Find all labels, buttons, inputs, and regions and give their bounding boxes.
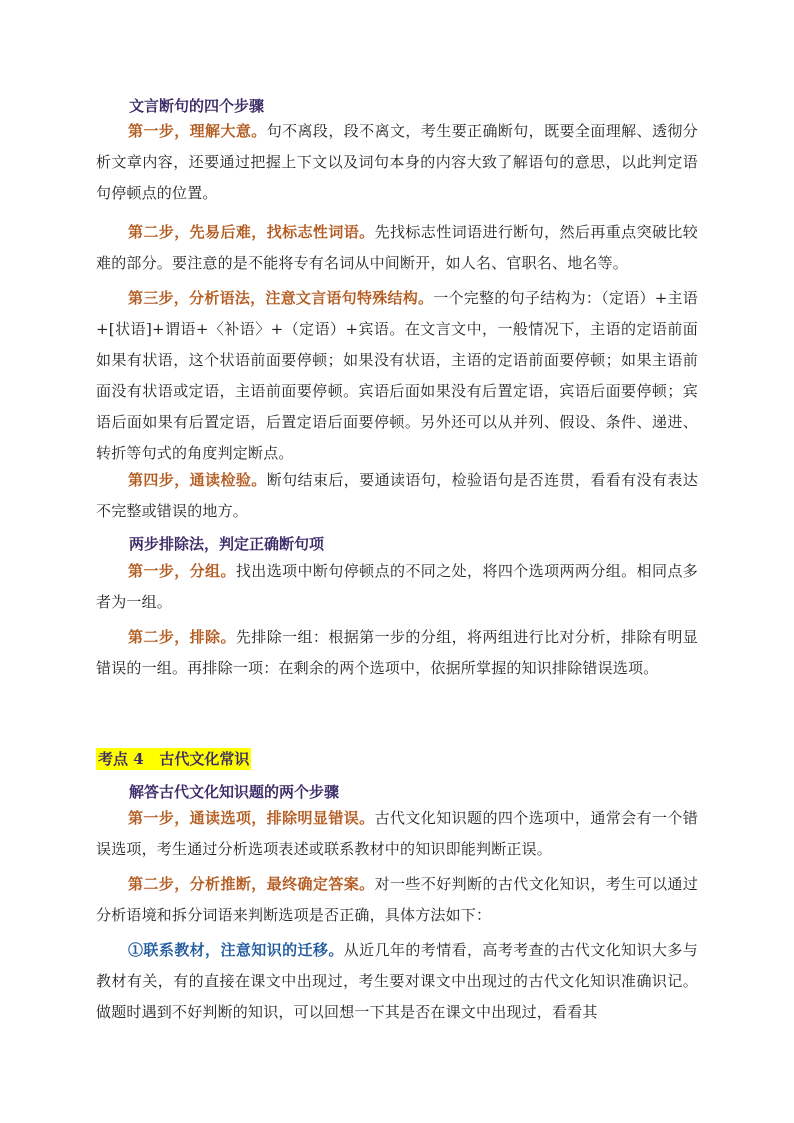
heading-ancient-culture-steps: 解答古代文化知识题的两个步骤	[129, 783, 340, 801]
paragraph-step1-understand	[96, 116, 698, 209]
step-lead: 第二步，分析推断，最终确定答案。	[128, 875, 375, 893]
paragraph-step4-check	[96, 465, 698, 527]
method-lead: ①联系教材，注意知识的迁移。	[128, 941, 344, 959]
paragraph-read-options	[96, 803, 698, 865]
step-text: 先找标志性词语进行断句，然后再重点突破比较难的部分。要注意的是不能将专有名词从中间断开，如人名、官职名、地名等。	[96, 223, 698, 272]
step-lead: 第三步，分析语法，注意文言语句特殊结构。	[128, 289, 434, 307]
step-text: 句不离段，段不离文，考生要正确断句，既要全面理解、透彻分析文章内容，还要通过把握上下文以及词句本身的内容大致了解语句的意思，以此判定语句停顿点的位置。	[96, 122, 698, 202]
paragraph-analyze-infer	[96, 869, 698, 931]
heading-four-steps: 文言断句的四个步骤	[129, 97, 265, 115]
step-lead: 第一步，通读选项，排除明显错误。	[128, 809, 375, 827]
step-text: 对一些不好判断的古代文化知识，考生可以通过分析语境和拆分词语来判断选项是否正确，具体方法如下：	[96, 875, 698, 924]
step-lead: 第二步，先易后难，找标志性词语。	[128, 223, 375, 241]
step-lead: 第四步，通读检验。	[128, 471, 267, 489]
step-lead: 第一步，分组。	[128, 562, 236, 580]
paragraph-grouping	[96, 556, 698, 618]
section-title: 古代文化常识	[159, 750, 250, 768]
step-lead: 第二步，排除。	[128, 628, 236, 646]
step-text: 古代文化知识题的四个选项中，通常会有一个错误选项，考生通过分析选项表述或联系教材中的知识即能判断正误。	[96, 809, 698, 858]
method-text: 从近几年的考情看，高考考查的古代文化知识大多与教材有关，有的直接在课文中出现过，考生要对课文中出现过的古代文化知识准确识记。做题时遇到不好判断的知识，可以回想一下其是否在课文中出现过，看看其	[96, 941, 698, 1021]
step-text: 一个完整的句子结构为：（定语）+主语+[状语]+谓语+〈补语〉+（定语）+宾语。在文言文中，一般情况下，主语的定语前面如果有状语，这个状语前面要停顿；如果没有状语，主语的定语前面要停顿；如果主语前面没有状语或定语，主语前面要停顿。宾语后面如果没有后置定语，宾语后面要停顿；宾语后面如果有后置定语，后置定语后面要停顿。另外还可以从并列、假设、条件、递进、转折等句式的角度判定断点。	[96, 289, 698, 462]
paragraph-step2-markers	[96, 217, 698, 279]
step-lead: 第一步，理解大意。	[128, 122, 267, 140]
section-label: 考点 4	[98, 750, 144, 768]
heading-two-step-elimination: 两步排除法，判定正确断句项	[129, 535, 325, 553]
paragraph-elimination	[96, 622, 698, 684]
paragraph-link-textbook	[96, 935, 698, 1028]
section-header-kaodian4	[96, 748, 251, 770]
step-text: 找出选项中断句停顿点的不同之处，将四个选项两两分组。相同点多者为一组。	[96, 562, 698, 611]
step-text: 先排除一组：根据第一步的分组，将两组进行比对分析，排除有明显错误的一组。再排除一项：在剩余的两个选项中，依据所掌握的知识排除错误选项。	[96, 628, 698, 677]
paragraph-step3-grammar	[96, 283, 698, 469]
step-text: 断句结束后，要通读语句，检验语句是否连贯，看看有没有表达不完整或错误的地方。	[96, 471, 698, 520]
